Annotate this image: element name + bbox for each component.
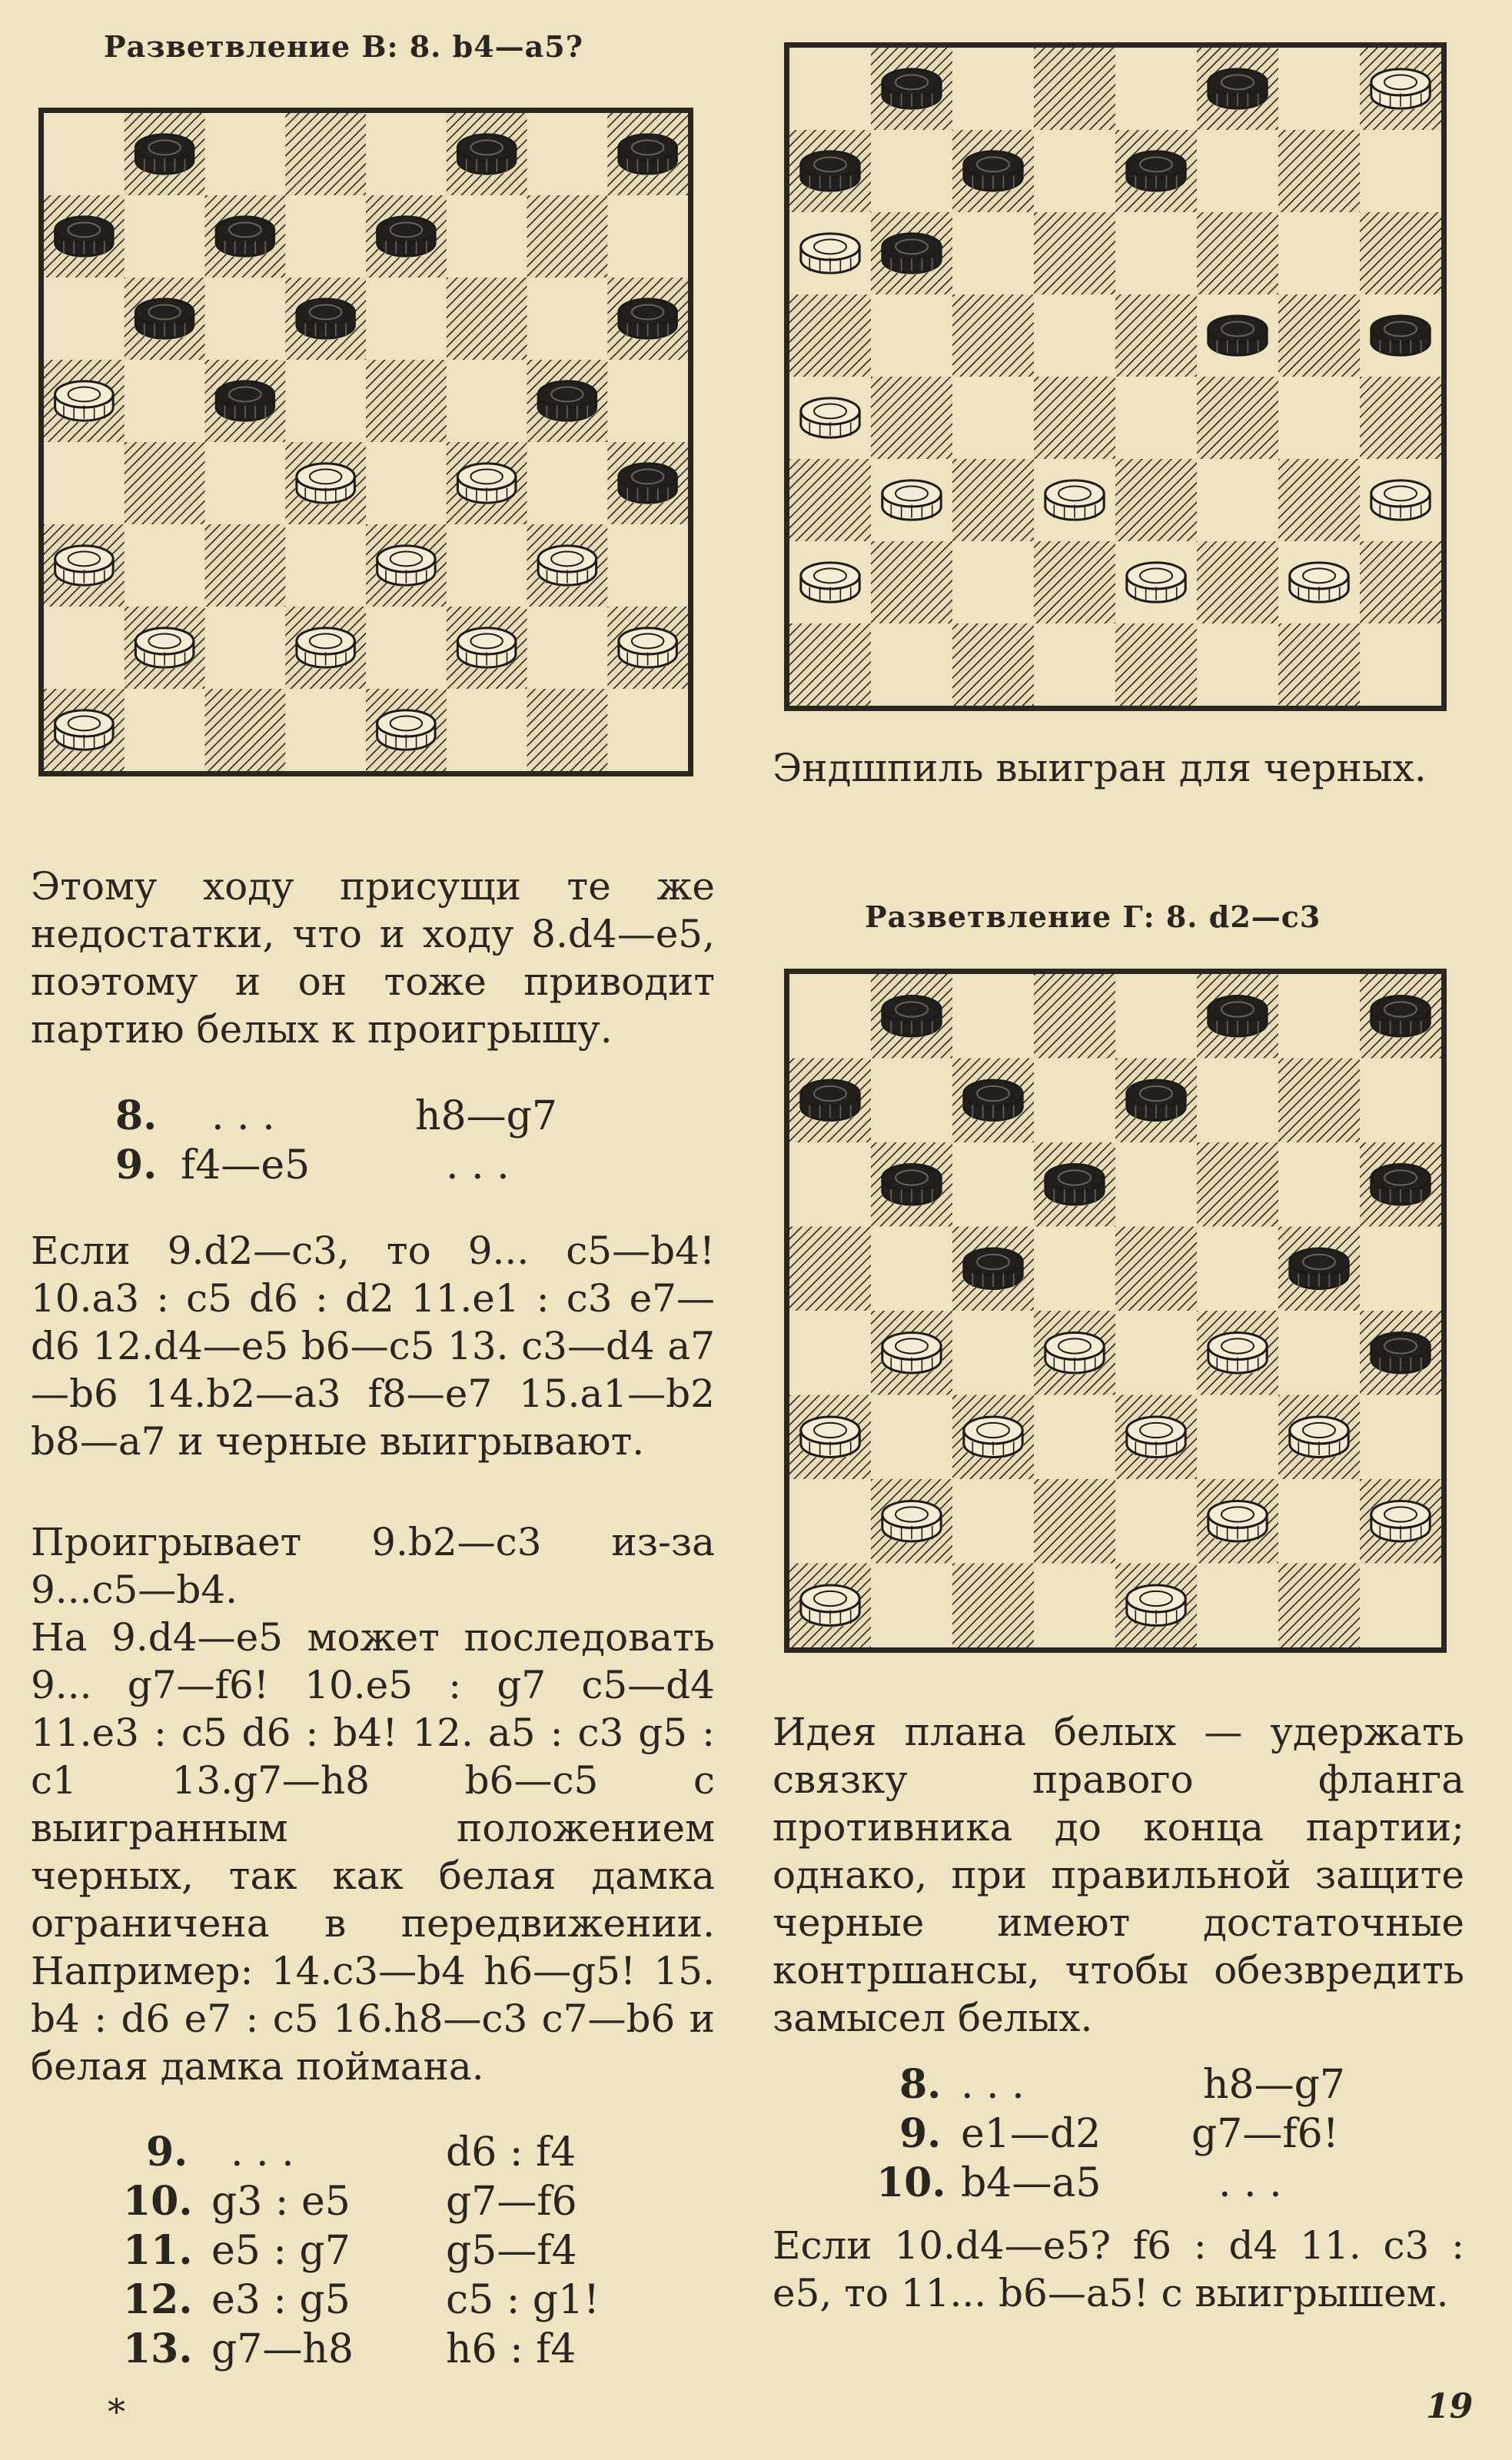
white-checker: [537, 546, 597, 587]
dark-square: [1115, 294, 1197, 377]
white-checker: [1288, 563, 1350, 603]
black-checker: [799, 1080, 861, 1122]
white-checker: [376, 546, 437, 587]
dark-square: [1197, 377, 1278, 459]
dark-square: [1034, 48, 1115, 130]
moves-right: [799, 2060, 1460, 2208]
black-checker: [962, 1248, 1024, 1291]
move-black: . . .: [446, 1142, 510, 1188]
white-checker: [134, 628, 194, 669]
black-checker: [617, 299, 678, 340]
board-endgame-svg: [789, 48, 1441, 706]
move-white: . . .: [211, 1093, 275, 1139]
black-checker: [617, 135, 678, 175]
dark-square: [1360, 212, 1441, 294]
white-checker: [1125, 563, 1187, 603]
white-checker: [1044, 480, 1105, 521]
move-black: . . .: [1218, 2160, 1282, 2206]
white-checker: [1207, 1332, 1268, 1375]
move-white: f4—e5: [181, 1142, 311, 1188]
move-row: [46, 1092, 707, 1141]
black-checker: [134, 299, 194, 340]
caption-endgame: Эндшпиль выигран для черных.: [773, 746, 1427, 790]
move-black: h8—g7: [1203, 2062, 1345, 2108]
move-white: e1—d2: [961, 2111, 1102, 2157]
dark-square: [1360, 541, 1441, 623]
dark-square: [285, 113, 366, 195]
paragraph-note-1: Если 9.d2—c3, то 9... c5—b4! 10.a3 : c5 d6 : d2 11.e1 : c3 e7—d6 12.d4—e5 b6—c5 13. c3—d4 a7—b6 14.b2—a3 f8—e7 15.a1—b2 b8—a7 и черные выигрывают.: [31, 1228, 715, 1464]
move-number: 13.: [123, 2325, 193, 2372]
dark-square: [1278, 459, 1360, 541]
move-row: [46, 2226, 707, 2276]
white-checker: [1125, 1417, 1187, 1459]
move-black: c5 : g1!: [446, 2277, 600, 2323]
black-checker: [295, 299, 356, 340]
footer-mark: *: [108, 2391, 125, 2432]
black-checker: [1125, 151, 1187, 192]
move-row: [46, 1141, 707, 1190]
black-checker: [617, 464, 678, 504]
black-checker: [1207, 69, 1268, 110]
move-white: . . .: [231, 2129, 294, 2176]
move-number: 9.: [146, 2129, 188, 2176]
paragraph-branch-g-intro: Идея плана белых — удержать связку правого фланга противника до конца партии; однако, при правильной защите черные имеют достаточные контршансы, чтобы обезвредить замысел белых.: [773, 1710, 1464, 2040]
move-white: b4—a5: [961, 2160, 1102, 2206]
dark-square: [1197, 212, 1278, 294]
white-checker: [1370, 480, 1431, 521]
dark-square: [125, 442, 205, 524]
white-checker: [1288, 1417, 1350, 1459]
dark-square: [527, 195, 608, 278]
move-number: 10.: [876, 2159, 946, 2206]
black-checker: [1207, 996, 1268, 1038]
dark-square: [447, 278, 527, 360]
move-black: h6 : f4: [446, 2326, 577, 2372]
move-white: e3 : g5: [211, 2277, 351, 2323]
paragraph-note-2: Проигрывает 9.b2—c3 из-за 9...c5—b4.: [31, 1520, 715, 1612]
dark-square: [205, 524, 286, 607]
move-white: g3 : e5: [211, 2179, 351, 2225]
dark-square: [1034, 1479, 1115, 1564]
black-checker: [54, 217, 115, 258]
dark-square: [952, 1564, 1034, 1648]
black-checker: [1207, 316, 1268, 357]
black-checker: [1125, 1080, 1187, 1122]
dark-square: [789, 459, 871, 541]
black-checker: [376, 217, 437, 258]
board-branch-g-svg: [789, 974, 1441, 1647]
dark-square: [1278, 1564, 1360, 1648]
white-checker: [1370, 69, 1431, 110]
move-white: g7—h8: [211, 2326, 354, 2372]
move-row: [46, 2128, 707, 2177]
paragraph-branch-g-note: Если 10.d4—e5? f6 : d4 11. c3 : e5, то 11... b6—a5! с выигрышем.: [773, 2223, 1464, 2315]
white-checker: [799, 234, 861, 274]
black-checker: [214, 217, 275, 258]
page-number: 19: [1426, 2387, 1474, 2426]
move-black: d6 : f4: [446, 2129, 577, 2176]
dark-square: [1197, 1142, 1278, 1227]
white-checker: [881, 1501, 942, 1543]
white-checker: [1044, 1332, 1105, 1375]
heading-branch-v: Разветвление В: 8. b4—a5?: [104, 29, 583, 64]
move-number: 8.: [115, 1092, 158, 1139]
white-checker: [799, 563, 861, 603]
dark-square: [527, 689, 608, 771]
black-checker: [881, 1164, 942, 1206]
white-checker: [295, 628, 356, 669]
white-checker: [962, 1417, 1024, 1459]
move-black: h8—g7: [415, 1093, 557, 1139]
white-checker: [1370, 1501, 1431, 1543]
white-checker: [456, 628, 517, 669]
white-checker: [54, 710, 115, 751]
dark-square: [1278, 1059, 1360, 1143]
paragraph-branch-v-intro: Этому ходу присущи те же недостатки, что и ходу 8.d4—e5, поэтому и он тоже приводит партию белых к проигрышу.: [31, 864, 715, 1052]
dark-square: [952, 623, 1034, 706]
move-number: 8.: [899, 2061, 942, 2108]
black-checker: [1288, 1248, 1350, 1291]
white-checker: [799, 398, 861, 439]
dark-square: [205, 689, 286, 771]
move-row: [799, 2109, 1460, 2159]
black-checker: [134, 135, 194, 175]
move-number: 11.: [123, 2227, 193, 2274]
move-row: [46, 2276, 707, 2325]
white-checker: [1207, 1501, 1268, 1543]
dark-square: [1115, 1227, 1197, 1311]
board-branch-v: [38, 108, 693, 776]
moves-left-1: [46, 1092, 707, 1190]
move-row: [46, 2325, 707, 2374]
black-checker: [881, 996, 942, 1038]
dark-square: [1034, 541, 1115, 623]
white-checker: [799, 1585, 861, 1627]
dark-square: [1278, 623, 1360, 706]
black-checker: [537, 381, 597, 422]
board-branch-v-svg: [44, 113, 688, 771]
white-checker: [376, 710, 437, 751]
white-checker: [295, 464, 356, 504]
move-number: 12.: [123, 2276, 193, 2323]
move-black: g7—f6: [446, 2179, 577, 2225]
move-row: [799, 2159, 1460, 2208]
move-white: e5 : g7: [211, 2228, 351, 2274]
dark-square: [1034, 377, 1115, 459]
move-row: [46, 2177, 707, 2226]
black-checker: [456, 135, 517, 175]
dark-square: [1278, 294, 1360, 377]
board-branch-g: [784, 969, 1447, 1653]
dark-square: [871, 541, 952, 623]
white-checker: [881, 480, 942, 521]
black-checker: [881, 69, 942, 110]
black-checker: [214, 381, 275, 422]
move-black: g7—f6!: [1191, 2111, 1339, 2157]
dark-square: [1197, 541, 1278, 623]
black-checker: [799, 151, 861, 192]
move-number: 9.: [115, 1142, 158, 1188]
dark-square: [871, 377, 952, 459]
board-endgame: [784, 42, 1447, 711]
black-checker: [962, 151, 1024, 192]
dark-square: [1360, 377, 1441, 459]
move-white: . . .: [961, 2062, 1025, 2108]
white-checker: [881, 1332, 942, 1375]
black-checker: [1370, 316, 1431, 357]
heading-branch-g: Разветвление Г: 8. d2—c3: [865, 899, 1321, 934]
black-checker: [881, 234, 942, 274]
move-number: 9.: [899, 2110, 942, 2157]
dark-square: [952, 294, 1034, 377]
dark-square: [1115, 623, 1197, 706]
dark-square: [789, 1227, 871, 1311]
black-checker: [1370, 996, 1431, 1038]
black-checker: [962, 1080, 1024, 1122]
white-checker: [617, 628, 678, 669]
black-checker: [1370, 1332, 1431, 1375]
white-checker: [456, 464, 517, 504]
dark-square: [952, 459, 1034, 541]
moves-left-2: [46, 2128, 707, 2374]
black-checker: [1370, 1164, 1431, 1206]
dark-square: [1034, 974, 1115, 1059]
white-checker: [799, 1417, 861, 1459]
dark-square: [366, 360, 447, 442]
paragraph-note-3: На 9.d4—e5 может последовать 9... g7—f6! 10.e5 : g7 c5—d4 11.e3 : c5 d6 : b4! 12. a5 : c3 g5 : c1 13.g7—h8 b6—c5 с выигранным положением черных, так как белая дамка ограничена в передвижении. Например: 14.c3—b4 h6—g5! 15. b4 : d6 e7 : c5 16.h8—c3 c7—b6 и белая дамка поймана.: [31, 1615, 715, 2089]
move-row: [799, 2060, 1460, 2109]
move-number: 10.: [123, 2178, 193, 2225]
white-checker: [1125, 1585, 1187, 1627]
dark-square: [789, 623, 871, 706]
dark-square: [1034, 212, 1115, 294]
white-checker: [54, 546, 115, 587]
white-checker: [54, 381, 115, 422]
black-checker: [1044, 1164, 1105, 1206]
move-black: g5—f4: [446, 2228, 577, 2274]
dark-square: [1115, 459, 1197, 541]
dark-square: [1278, 130, 1360, 212]
dark-square: [789, 294, 871, 377]
